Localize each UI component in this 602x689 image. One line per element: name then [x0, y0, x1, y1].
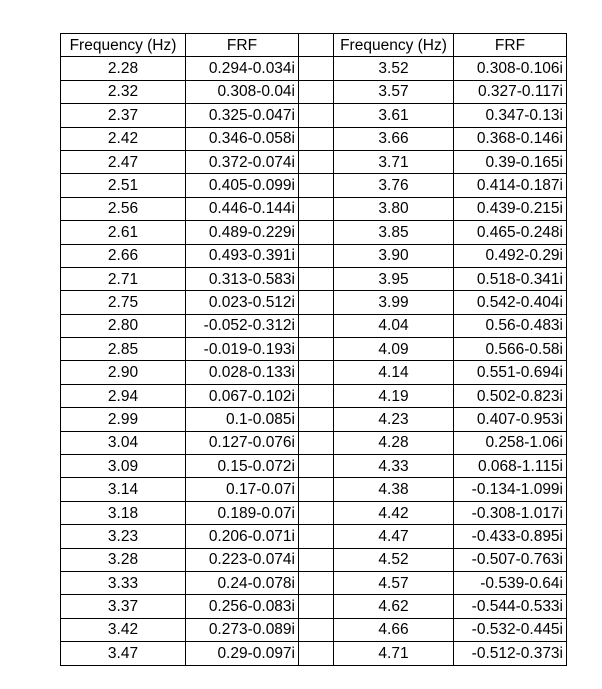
column-gap	[299, 267, 334, 290]
right-frequency-cell: 4.33	[334, 455, 454, 478]
column-gap	[299, 455, 334, 478]
left-frf-cell: 0.273-0.089i	[186, 618, 299, 641]
right-frf-cell: 0.56-0.483i	[454, 314, 567, 337]
table-row	[61, 127, 567, 150]
right-frequency-cell: 3.71	[334, 150, 454, 173]
column-gap	[299, 525, 334, 548]
column-gap	[299, 501, 334, 524]
right-frequency-cell: 3.66	[334, 127, 454, 150]
left-frf-cell: 0.489-0.229i	[186, 221, 299, 244]
table-row	[61, 571, 567, 594]
table-row	[61, 197, 567, 220]
left-frf-cell: 0.206-0.071i	[186, 525, 299, 548]
left-frf-cell: 0.346-0.058i	[186, 127, 299, 150]
column-gap	[299, 338, 334, 361]
left-frequency-cell: 3.23	[61, 525, 186, 548]
table-row	[61, 455, 567, 478]
left-frequency-cell: 3.09	[61, 455, 186, 478]
table-row	[61, 478, 567, 501]
right-frf-cell: -0.539-0.64i	[454, 571, 567, 594]
left-frequency-cell: 2.80	[61, 314, 186, 337]
table-row	[61, 104, 567, 127]
right-frequency-cell: 4.66	[334, 618, 454, 641]
left-frf-cell: 0.325-0.047i	[186, 104, 299, 127]
column-gap	[299, 431, 334, 454]
right-frf-cell: 0.327-0.117i	[454, 80, 567, 103]
left-frequency-cell: 2.32	[61, 80, 186, 103]
left-frf-cell: -0.019-0.193i	[186, 338, 299, 361]
left-frf-cell: 0.372-0.074i	[186, 150, 299, 173]
left-frequency-cell: 2.28	[61, 57, 186, 80]
left-frequency-cell: 2.90	[61, 361, 186, 384]
left-frequency-cell: 3.28	[61, 548, 186, 571]
right-frf-cell: -0.544-0.533i	[454, 595, 567, 618]
left-frf-cell: 0.028-0.133i	[186, 361, 299, 384]
table-row	[61, 595, 567, 618]
table-row	[61, 431, 567, 454]
table-row	[61, 57, 567, 80]
column-gap	[299, 80, 334, 103]
table-row	[61, 501, 567, 524]
column-gap	[299, 34, 334, 57]
right-frf-cell: -0.532-0.445i	[454, 618, 567, 641]
left-frf-cell: 0.15-0.072i	[186, 455, 299, 478]
left-frf-cell: 0.023-0.512i	[186, 291, 299, 314]
column-gap	[299, 57, 334, 80]
table-row	[61, 150, 567, 173]
right-frequency-cell: 3.99	[334, 291, 454, 314]
left-frequency-cell: 2.99	[61, 408, 186, 431]
left-frequency-cell: 3.18	[61, 501, 186, 524]
right-frequency-cell: 3.57	[334, 80, 454, 103]
left-frequency-cell: 3.42	[61, 618, 186, 641]
column-gap	[299, 244, 334, 267]
right-frequency-cell: 4.52	[334, 548, 454, 571]
left-frf-cell: 0.1-0.085i	[186, 408, 299, 431]
right-frequency-cell: 3.61	[334, 104, 454, 127]
table-row	[61, 244, 567, 267]
column-gap	[299, 197, 334, 220]
column-gap	[299, 127, 334, 150]
table-row	[61, 548, 567, 571]
left-frequency-cell: 3.37	[61, 595, 186, 618]
right-frequency-cell: 4.04	[334, 314, 454, 337]
column-gap	[299, 104, 334, 127]
right-frf-cell: 0.258-1.06i	[454, 431, 567, 454]
right-frf-cell: 0.492-0.29i	[454, 244, 567, 267]
right-frf-cell: 0.368-0.146i	[454, 127, 567, 150]
right-frf-cell: -0.512-0.373i	[454, 642, 567, 665]
left-frequency-cell: 2.85	[61, 338, 186, 361]
column-gap	[299, 478, 334, 501]
left-frf-cell: 0.493-0.391i	[186, 244, 299, 267]
left-frequency-cell: 2.61	[61, 221, 186, 244]
table-row	[61, 221, 567, 244]
right-frequency-cell: 3.90	[334, 244, 454, 267]
table-row	[61, 80, 567, 103]
left-frf-cell: 0.24-0.078i	[186, 571, 299, 594]
left-frf-cell: 0.127-0.076i	[186, 431, 299, 454]
table-row	[61, 642, 567, 665]
right-frf-cell: 0.068-1.115i	[454, 455, 567, 478]
right-frequency-cell: 4.57	[334, 571, 454, 594]
table-row	[61, 338, 567, 361]
left-frequency-cell: 2.94	[61, 384, 186, 407]
right-frf-cell: 0.465-0.248i	[454, 221, 567, 244]
left-frequency-cell: 2.51	[61, 174, 186, 197]
left-frf-cell: 0.17-0.07i	[186, 478, 299, 501]
left-frf-header: FRF	[186, 34, 299, 57]
right-frf-cell: -0.134-1.099i	[454, 478, 567, 501]
column-gap	[299, 595, 334, 618]
left-frf-cell: -0.052-0.312i	[186, 314, 299, 337]
right-frequency-cell: 3.80	[334, 197, 454, 220]
right-frequency-cell: 3.85	[334, 221, 454, 244]
column-gap	[299, 291, 334, 314]
right-frf-cell: 0.39-0.165i	[454, 150, 567, 173]
left-frequency-cell: 3.14	[61, 478, 186, 501]
left-frf-cell: 0.223-0.074i	[186, 548, 299, 571]
frf-data-table	[60, 33, 567, 666]
table-row	[61, 525, 567, 548]
column-gap	[299, 618, 334, 641]
column-gap	[299, 642, 334, 665]
table-row	[61, 267, 567, 290]
right-frf-cell: 0.407-0.953i	[454, 408, 567, 431]
left-frequency-cell: 3.04	[61, 431, 186, 454]
right-frequency-cell: 3.95	[334, 267, 454, 290]
right-frequency-cell: 4.19	[334, 384, 454, 407]
left-frf-cell: 0.067-0.102i	[186, 384, 299, 407]
column-gap	[299, 548, 334, 571]
left-frf-cell: 0.189-0.07i	[186, 501, 299, 524]
left-frf-cell: 0.308-0.04i	[186, 80, 299, 103]
right-frf-cell: 0.439-0.215i	[454, 197, 567, 220]
right-frf-cell: -0.507-0.763i	[454, 548, 567, 571]
right-frf-cell: 0.518-0.341i	[454, 267, 567, 290]
right-frf-cell: 0.502-0.823i	[454, 384, 567, 407]
column-gap	[299, 221, 334, 244]
left-frf-cell: 0.294-0.034i	[186, 57, 299, 80]
left-frequency-cell: 3.47	[61, 642, 186, 665]
table-row	[61, 314, 567, 337]
table-row	[61, 174, 567, 197]
right-frf-cell: 0.414-0.187i	[454, 174, 567, 197]
right-frequency-cell: 4.47	[334, 525, 454, 548]
right-frf-cell: 0.551-0.694i	[454, 361, 567, 384]
left-frf-cell: 0.446-0.144i	[186, 197, 299, 220]
table-row	[61, 384, 567, 407]
column-gap	[299, 384, 334, 407]
right-frequency-cell: 4.71	[334, 642, 454, 665]
right-frequency-cell: 4.62	[334, 595, 454, 618]
right-frequency-header: Frequency (Hz)	[334, 34, 454, 57]
column-gap	[299, 361, 334, 384]
column-gap	[299, 174, 334, 197]
table-row	[61, 618, 567, 641]
left-frequency-cell: 2.56	[61, 197, 186, 220]
right-frequency-cell: 4.14	[334, 361, 454, 384]
left-frequency-cell: 2.71	[61, 267, 186, 290]
table-row	[61, 291, 567, 314]
right-frequency-cell: 4.28	[334, 431, 454, 454]
right-frf-cell: -0.308-1.017i	[454, 501, 567, 524]
right-frf-cell: 0.308-0.106i	[454, 57, 567, 80]
left-frequency-header: Frequency (Hz)	[61, 34, 186, 57]
right-frf-cell: -0.433-0.895i	[454, 525, 567, 548]
left-frequency-cell: 2.47	[61, 150, 186, 173]
left-frf-cell: 0.405-0.099i	[186, 174, 299, 197]
left-frf-cell: 0.256-0.083i	[186, 595, 299, 618]
left-frequency-cell: 2.37	[61, 104, 186, 127]
column-gap	[299, 150, 334, 173]
right-frequency-cell: 3.52	[334, 57, 454, 80]
right-frf-cell: 0.542-0.404i	[454, 291, 567, 314]
right-frf-cell: 0.566-0.58i	[454, 338, 567, 361]
column-gap	[299, 314, 334, 337]
header-row	[61, 34, 567, 57]
left-frf-cell: 0.29-0.097i	[186, 642, 299, 665]
column-gap	[299, 571, 334, 594]
left-frequency-cell: 3.33	[61, 571, 186, 594]
right-frf-header: FRF	[454, 34, 567, 57]
right-frequency-cell: 4.42	[334, 501, 454, 524]
right-frequency-cell: 4.09	[334, 338, 454, 361]
left-frequency-cell: 2.42	[61, 127, 186, 150]
table-row	[61, 361, 567, 384]
column-gap	[299, 408, 334, 431]
right-frf-cell: 0.347-0.13i	[454, 104, 567, 127]
table-row	[61, 408, 567, 431]
left-frequency-cell: 2.75	[61, 291, 186, 314]
left-frequency-cell: 2.66	[61, 244, 186, 267]
right-frequency-cell: 4.38	[334, 478, 454, 501]
right-frequency-cell: 3.76	[334, 174, 454, 197]
left-frf-cell: 0.313-0.583i	[186, 267, 299, 290]
right-frequency-cell: 4.23	[334, 408, 454, 431]
